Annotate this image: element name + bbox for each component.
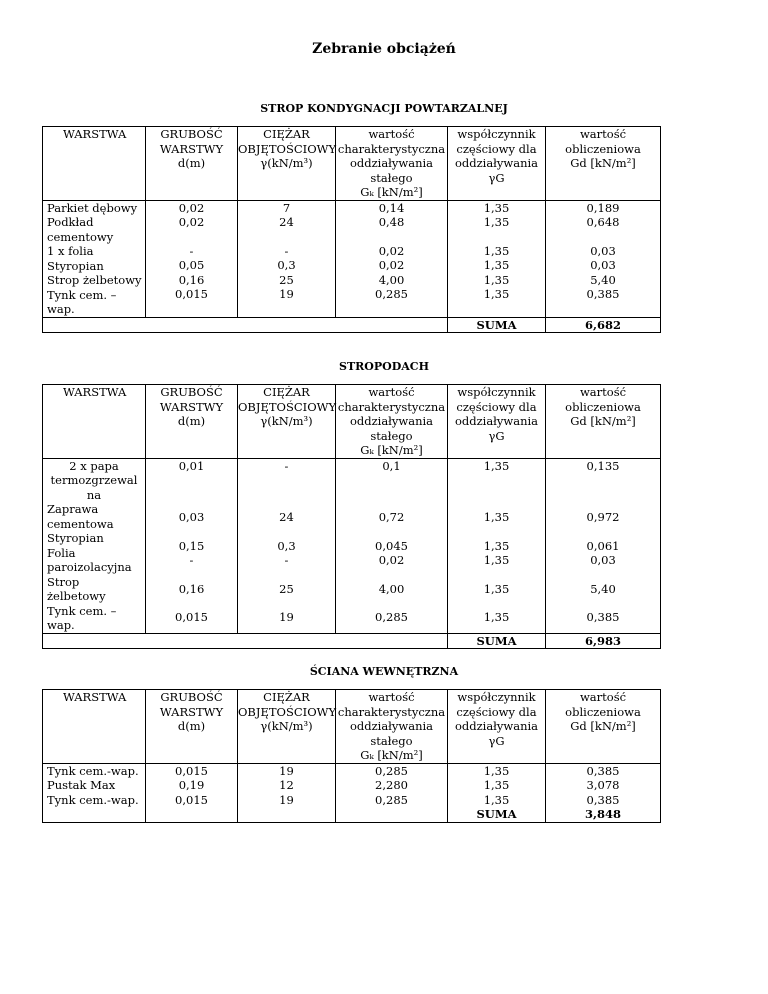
header-ciezar: CIĘŻAR OBJĘTOŚCIOWY γ(kN/m³) — [238, 690, 336, 764]
table-stropodach — [42, 384, 661, 649]
sum-label: SUMA — [448, 317, 546, 333]
header-grubosc: GRUBOŚĆ WARSTWY d(m) — [146, 385, 238, 459]
header-row — [43, 385, 661, 459]
header-grubosc: GRUBOŚĆ WARSTWY d(m) — [146, 127, 238, 201]
gamma-cell: 1,35 1,35 1,35 SUMA — [448, 763, 546, 822]
header-wspolczynnik: współczynnik częściowy dla oddziaływania γG — [448, 127, 546, 201]
header-wartosc-char: wartość charakterystyczna oddziaływania stałego Gₖ [kN/m²] — [336, 690, 448, 764]
header-wartosc-char: wartość charakterystyczna oddziaływania stałego Gₖ [kN/m²] — [336, 385, 448, 459]
gd-cell: 0,189 0,648 0,03 0,03 5,40 0,385 — [546, 200, 661, 317]
sum-row — [43, 633, 661, 649]
header-wartosc-obl: wartość obliczeniowa Gd [kN/m²] — [546, 690, 661, 764]
gk-cell: 0,1 0,72 0,045 0,02 4,00 0,285 — [336, 458, 448, 633]
table-sciana — [42, 689, 661, 823]
section-title-sciana: ŚCIANA WEWNĘTRZNA — [309, 665, 459, 678]
layers-cell: Parkiet dębowy Podkład cementowy 1 x folia Styropian Strop żelbetowy Tynk cem. – wap. — [43, 200, 146, 317]
header-wartosc-obl: wartość obliczeniowa Gd [kN/m²] — [546, 385, 661, 459]
gd-cell: 0,135 0,972 0,061 0,03 5,40 0,385 — [546, 458, 661, 633]
header-wartosc-char: wartość charakterystyczna oddziaływania stałego Gₖ [kN/m²] — [336, 127, 448, 201]
sum-value: 6,682 — [546, 317, 661, 333]
sum-label: SUMA — [448, 633, 546, 649]
header-grubosc: GRUBOŚĆ WARSTWY d(m) — [146, 690, 238, 764]
d-cell: 0,01 0,03 0,15 - 0,16 0,015 — [146, 458, 238, 633]
header-wspolczynnik: współczynnik częściowy dla oddziaływania γG — [448, 690, 546, 764]
gd-cell: 0,385 3,078 0,385 3,848 — [546, 763, 661, 822]
header-ciezar: CIĘŻAR OBJĘTOŚCIOWY γ(kN/m³) — [238, 127, 336, 201]
table-row — [43, 763, 661, 822]
table-row — [43, 200, 661, 317]
header-row — [43, 690, 661, 764]
gk-cell: 0,14 0,48 0,02 0,02 4,00 0,285 — [336, 200, 448, 317]
sum-value: 3,848 — [584, 807, 621, 821]
page-title: Zebranie obciążeń — [312, 41, 456, 57]
layers-cell: 2 x papa termozgrzewal na Zaprawa cementowa Styropian Folia paroizolacyjna Strop żelbetowy Tynk cem. – wap. — [43, 458, 146, 633]
gamma-cell: 1,35 1,35 1,35 1,35 1,35 1,35 — [448, 458, 546, 633]
section-title-stropodach: STROPODACH — [339, 360, 429, 373]
d-cell: 0,015 0,19 0,015 — [146, 763, 238, 822]
sum-row — [43, 317, 661, 333]
gamma-cell: 1,35 1,35 1,35 1,35 1,35 1,35 — [448, 200, 546, 317]
table-strop — [42, 126, 661, 333]
header-row — [43, 127, 661, 201]
section-title-strop: STROP KONDYGNACJI POWTARZALNEJ — [260, 102, 508, 115]
g-cell: 7 24 - 0,3 25 19 — [238, 200, 336, 317]
header-wartosc-obl: wartość obliczeniowa Gd [kN/m²] — [546, 127, 661, 201]
g-cell: 19 12 19 — [238, 763, 336, 822]
header-warstwa: WARSTWA — [43, 127, 146, 201]
d-cell: 0,02 0,02 - 0,05 0,16 0,015 — [146, 200, 238, 317]
gk-cell: 0,285 2,280 0,285 — [336, 763, 448, 822]
sum-label: SUMA — [476, 807, 517, 821]
header-warstwa: WARSTWA — [43, 385, 146, 459]
layers-cell: Tynk cem.-wap. Pustak Max Tynk cem.-wap. — [43, 763, 146, 822]
header-warstwa: WARSTWA — [43, 690, 146, 764]
header-wspolczynnik: współczynnik częściowy dla oddziaływania γG — [448, 385, 546, 459]
header-ciezar: CIĘŻAR OBJĘTOŚCIOWY γ(kN/m³) — [238, 385, 336, 459]
table-row — [43, 458, 661, 633]
sum-value: 6,983 — [546, 633, 661, 649]
g-cell: - 24 0,3 - 25 19 — [238, 458, 336, 633]
